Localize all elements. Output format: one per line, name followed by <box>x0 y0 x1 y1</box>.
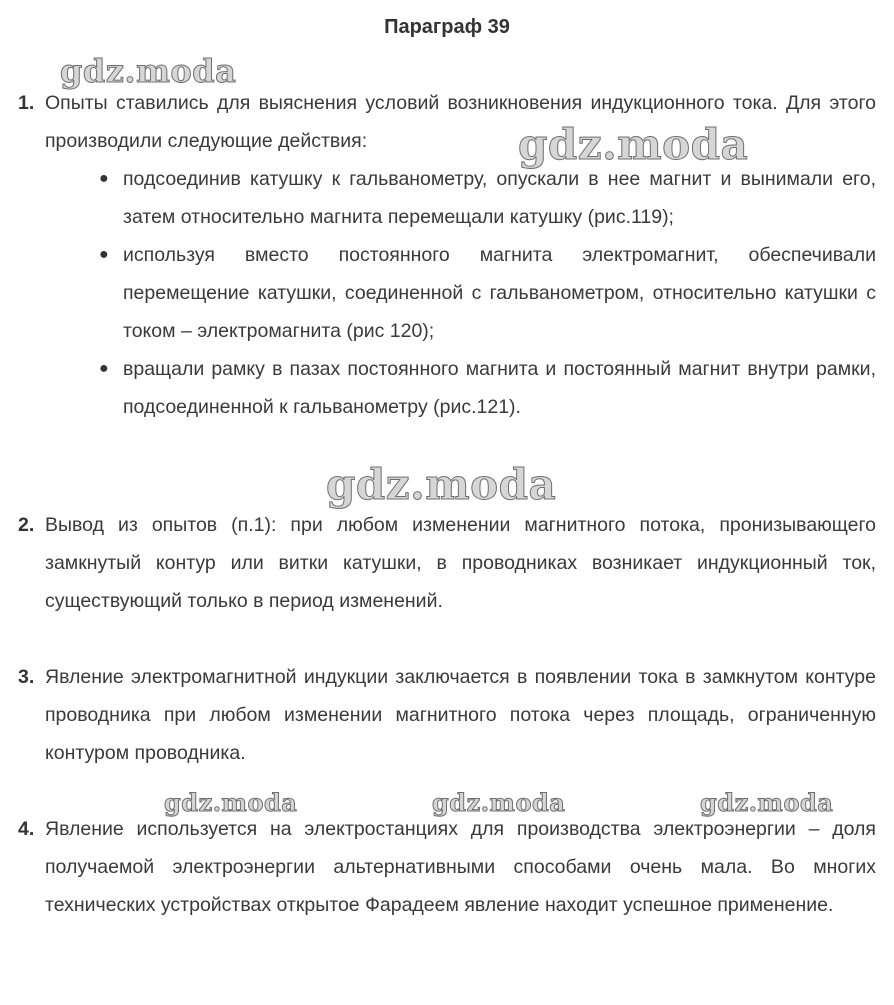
watermark-logo: gdz.moda <box>518 120 749 169</box>
list-item-4 <box>18 810 876 924</box>
item-text: Явление используется на электростанциях для производства электроэнергии – доля получаемой электроэнергии альтернативными способами очень мала. Во многих технических устройствах открытое Фарадеем явление находит успешное применение. <box>45 818 876 916</box>
list-item-2 <box>18 506 876 620</box>
bullet-text: вращали рамку в пазах постоянного магнита и постоянный магнит внутри рамки, подсоединенной к гальванометру (рис.121). <box>123 358 876 418</box>
item-number: 2. <box>18 514 35 536</box>
item-number: 3. <box>18 666 35 688</box>
bullet-text: подсоединив катушку к гальванометру, опускали в нее магнит и вынимали его, затем относительно магнита перемещали катушку (рис.119); <box>123 168 876 228</box>
page-title: Параграф 39 <box>384 16 510 38</box>
item-text: Вывод из опытов (п.1): при любом изменении магнитного потока, пронизывающего замкнутый контур или витки катушки, в проводниках возникает индукционный ток, существующий только в период изменений. <box>45 514 876 612</box>
watermark-logo: gdz.moda <box>164 788 298 817</box>
watermark-logo: gdz.moda <box>60 52 237 90</box>
bullet-item-2 <box>99 236 876 350</box>
item-text: Явление электромагнитной индукции заключается в появлении тока в замкнутом контуре проводника при любом изменении магнитного потока через площадь, ограниченную контуром проводника. <box>45 666 876 764</box>
bullet-item-3 <box>99 350 876 426</box>
bullet-text: используя вместо постоянного магнита электромагнит, обеспечивали перемещение катушки, соединенной с гальванометром, относительно катушки с током – электромагнита (рис 120); <box>123 244 876 342</box>
watermark-logo: gdz.moda <box>326 460 557 509</box>
item-text: Опыты ставились для выяснения условий возникновения индукционного тока. Для этого производили следующие действия: <box>45 92 876 152</box>
list-item-1 <box>18 84 876 426</box>
item-number: 4. <box>18 818 35 840</box>
bullet-icon: ● <box>99 246 109 263</box>
list-item-3 <box>18 658 876 772</box>
bullet-list <box>18 160 876 426</box>
bullet-icon: ● <box>99 170 109 187</box>
watermark-logo: gdz.moda <box>700 788 834 817</box>
item-number: 1. <box>18 92 35 114</box>
bullet-item-1 <box>99 160 876 236</box>
bullet-icon: ● <box>99 360 109 377</box>
watermark-logo: gdz.moda <box>432 788 566 817</box>
